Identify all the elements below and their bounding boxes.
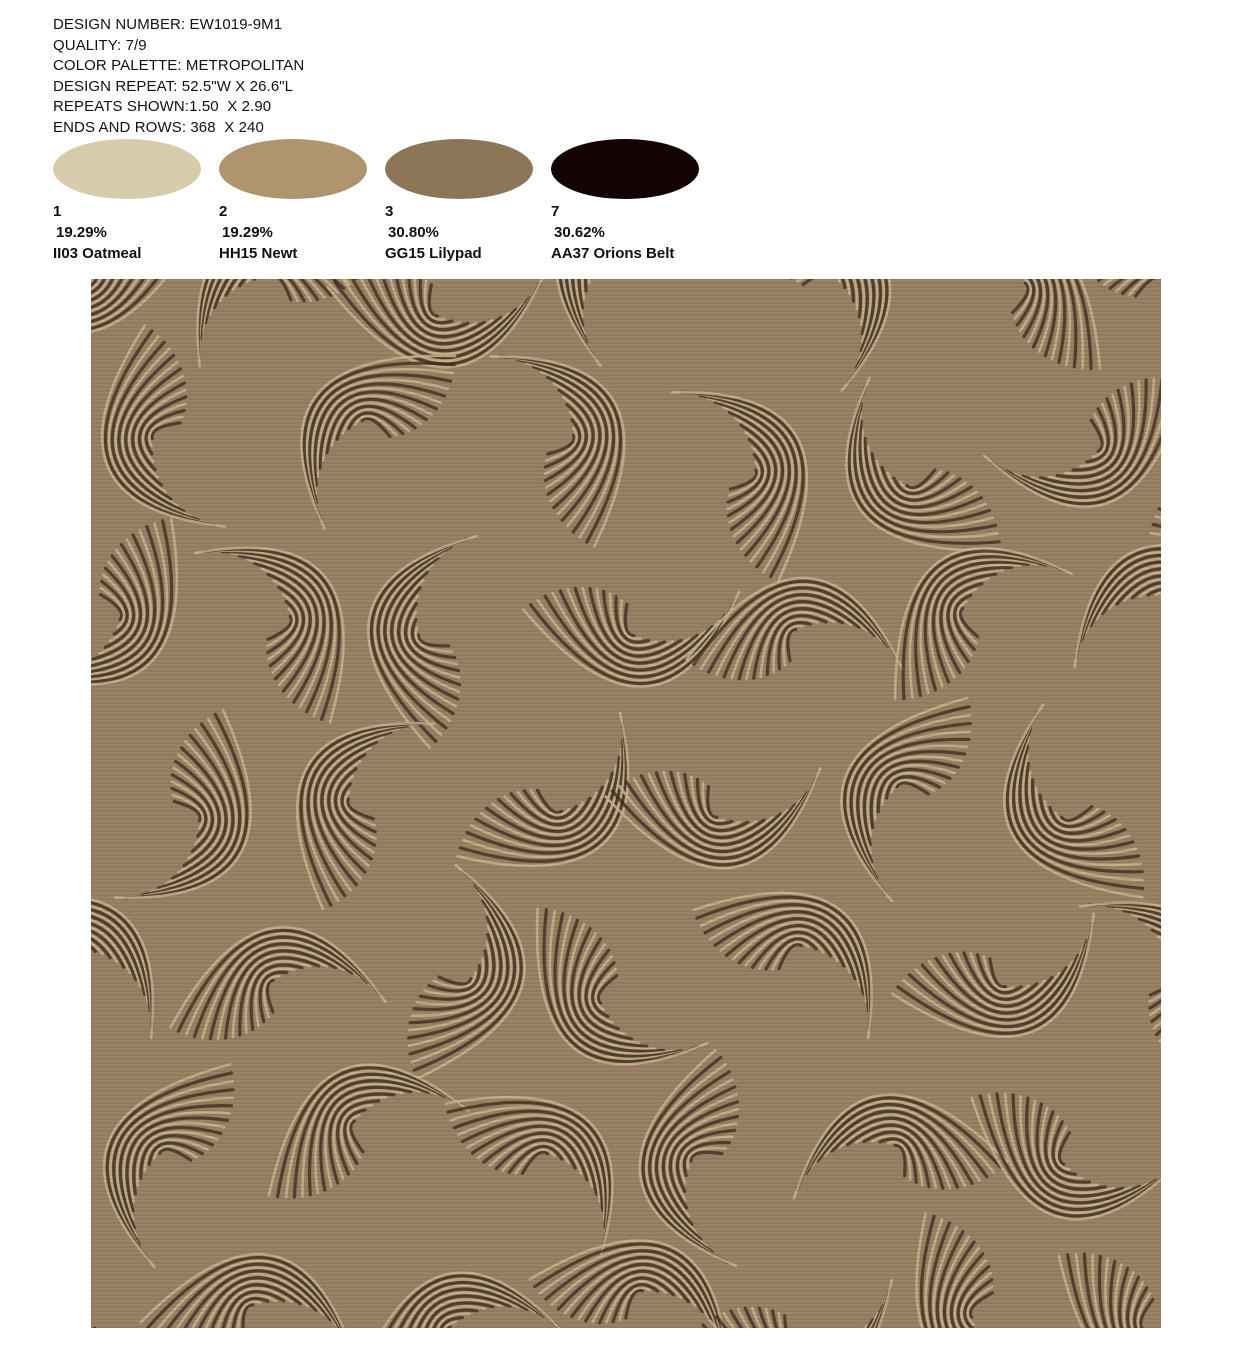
- color-percent: 30.80%: [388, 224, 439, 241]
- color-swatch: [551, 139, 717, 264]
- design-number: DESIGN NUMBER: EW1019-9M1: [53, 16, 283, 33]
- color-number: 3: [385, 203, 394, 220]
- color-swatch: [385, 139, 551, 264]
- color-number: 7: [551, 203, 560, 220]
- color-oval: [219, 139, 367, 199]
- color-percent: 19.29%: [56, 224, 107, 241]
- color-percent: 19.29%: [222, 224, 273, 241]
- color-name: II03 Oatmeal: [53, 245, 142, 262]
- ends-and-rows: ENDS AND ROWS: 368 X 240: [53, 118, 264, 136]
- color-number: 1: [53, 203, 62, 220]
- repeats-shown: REPEATS SHOWN:1.50 X 2.90: [53, 98, 272, 116]
- color-swatch: [219, 139, 385, 264]
- color-oval: [53, 139, 201, 199]
- color-swatch: [53, 139, 219, 264]
- color-palette: COLOR PALETTE: METROPOLITAN: [53, 57, 305, 75]
- color-number: 2: [219, 203, 228, 220]
- color-oval: [551, 139, 699, 199]
- color-name: HH15 Newt: [219, 245, 298, 262]
- color-swatches: [53, 139, 717, 264]
- carpet-design-render: [91, 279, 1161, 1328]
- color-oval: [385, 139, 533, 199]
- design-specifications: [53, 15, 304, 139]
- color-name: AA37 Orions Belt: [551, 245, 675, 262]
- swirl-pattern-icon: [91, 279, 1161, 1328]
- design-repeat: DESIGN REPEAT: 52.5"W X 26.6"L: [53, 77, 294, 95]
- color-name: GG15 Lilypad: [385, 245, 482, 262]
- quality: QUALITY: 7/9: [53, 36, 147, 54]
- color-percent: 30.62%: [554, 224, 605, 241]
